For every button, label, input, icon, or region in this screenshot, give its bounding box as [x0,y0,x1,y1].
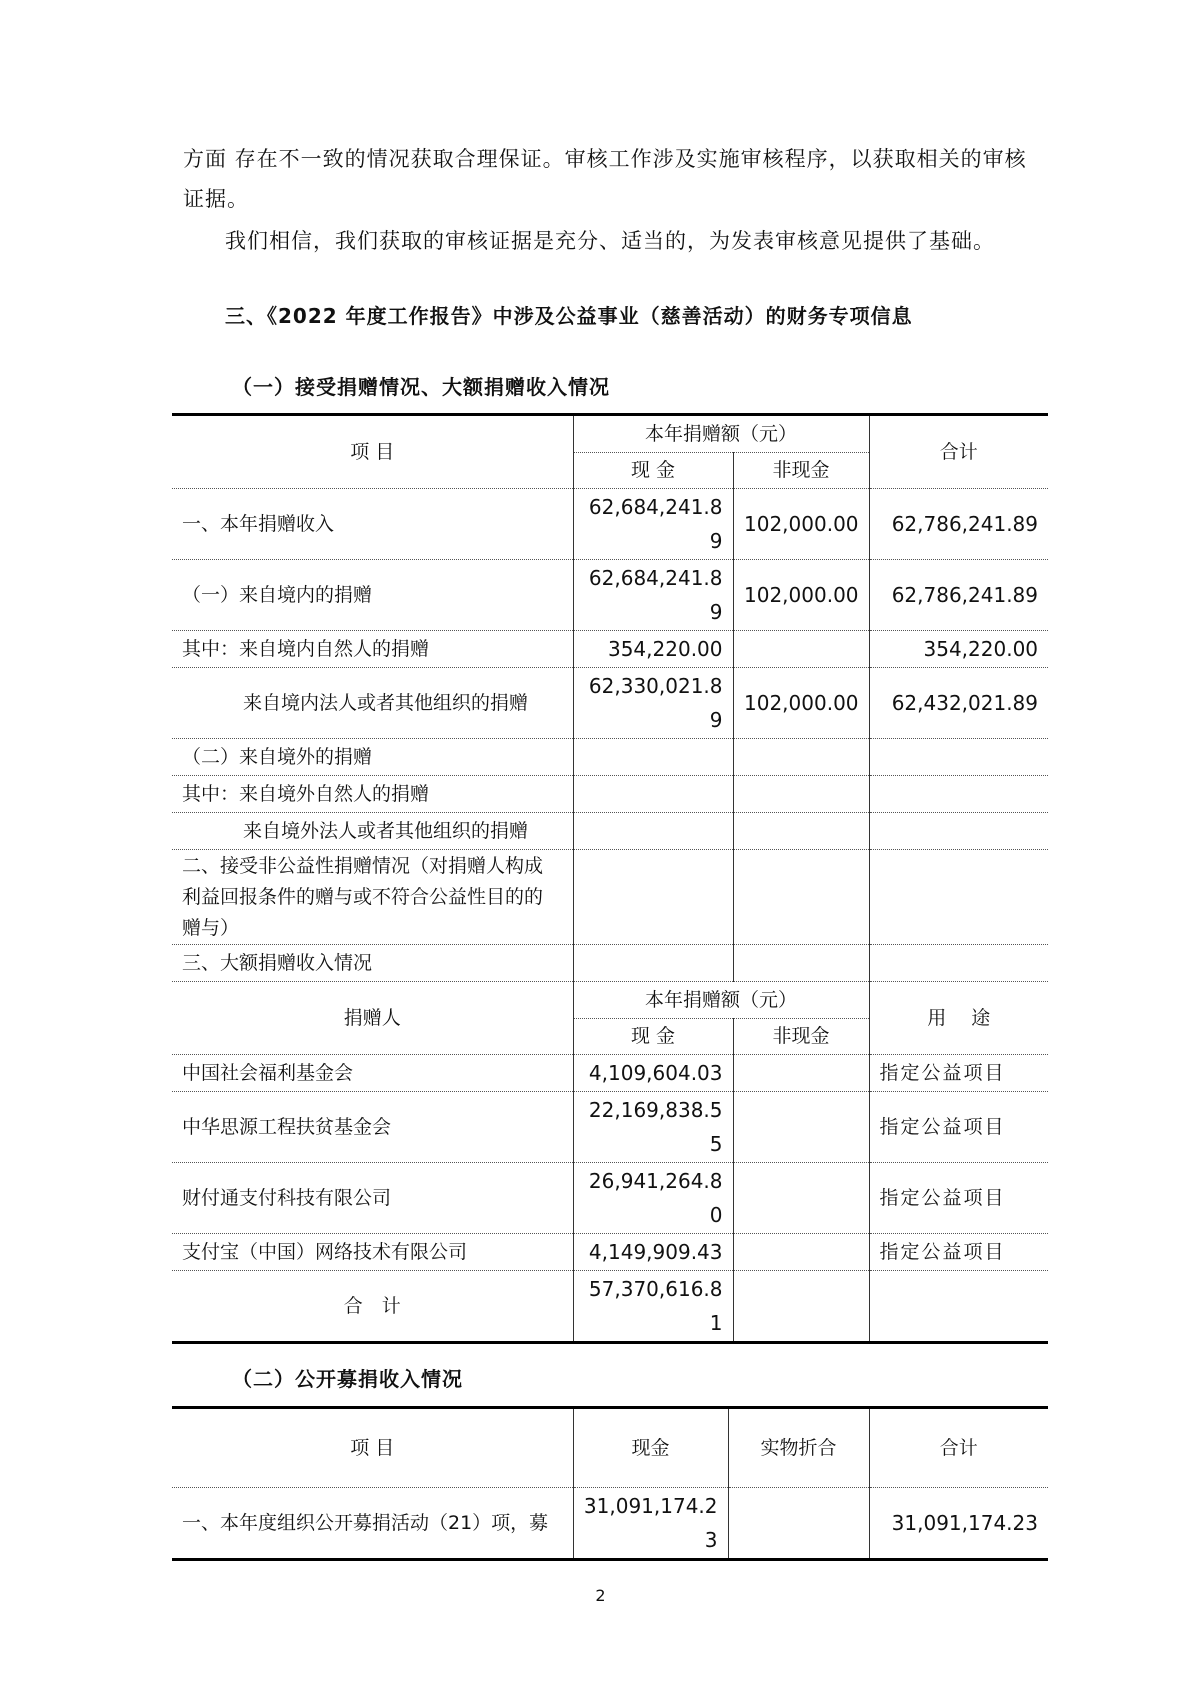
row-total: 62,432,021.89 [869,668,1048,739]
table-row [172,945,1048,982]
donor-name: 财付通支付科技有限公司 [172,1163,573,1234]
row-noncash [733,813,869,850]
row-cash: 31,091,174.23 [573,1488,728,1560]
donor-cash: 26,941,264.80 [573,1163,733,1234]
donor-cash: 4,109,604.03 [573,1055,733,1092]
donor-name: 中华思源工程扶贫基金会 [172,1092,573,1163]
donor-noncash [733,1055,869,1092]
table-row [172,850,1048,945]
table-row [172,739,1048,776]
header-donor: 捐赠人 [172,982,573,1055]
row-noncash: 102,000.00 [733,489,869,560]
sum-label: 合 计 [172,1271,573,1343]
row-total: 354,220.00 [869,631,1048,668]
donor-name: 中国社会福利基金会 [172,1055,573,1092]
donor-cash: 22,169,838.55 [573,1092,733,1163]
row-cash: 62,684,241.89 [573,489,733,560]
header-total: 合计 [869,1408,1048,1488]
header-noncash: 非现金 [733,1018,869,1055]
table-row [172,489,1048,560]
sum-row [172,1271,1048,1343]
row-cash: 62,330,021.89 [573,668,733,739]
row-label: 来自境内法人或者其他组织的捐赠 [172,668,573,739]
row-cash: 354,220.00 [573,631,733,668]
row-total [869,850,1048,945]
header-goods: 实物折合 [728,1408,869,1488]
row-noncash [733,631,869,668]
table-row [172,813,1048,850]
row-cash [573,776,733,813]
donor-row [172,1092,1048,1163]
row-label: 其中：来自境外自然人的捐赠 [172,776,573,813]
row-noncash [733,850,869,945]
table-row [172,560,1048,631]
header-total: 合计 [869,415,1048,489]
row-label: 一、本年捐赠收入 [172,489,573,560]
row-total [869,776,1048,813]
donor-row [172,1055,1048,1092]
row-noncash [733,776,869,813]
donor-use: 指定公益项目 [869,1234,1048,1271]
donor-use: 指定公益项目 [869,1092,1048,1163]
row-label: 来自境外法人或者其他组织的捐赠 [172,813,573,850]
donor-name: 支付宝（中国）网络技术有限公司 [172,1234,573,1271]
sum-noncash [733,1271,869,1343]
row-label: 其中：来自境内自然人的捐赠 [172,631,573,668]
intro-paragraph-1: 方面 存在不一致的情况获取合理保证。审核工作涉及实施审核程序，以获取相关的审核证据。 [183,147,1027,211]
subsection-2-title: （二）公开募捐收入情况 [232,1367,463,1391]
row-goods [728,1488,869,1560]
header-item: 项 目 [350,441,395,463]
header-cash: 现金 [573,1408,728,1488]
public-fundraising-table [172,1406,1048,1561]
row-label: （一）来自境内的捐赠 [172,560,573,631]
row-cash [573,945,733,982]
row-total: 31,091,174.23 [869,1488,1048,1560]
header-amount: 本年捐赠额（元） [573,982,869,1019]
row-noncash: 102,000.00 [733,560,869,631]
header-cash: 现 金 [573,1018,733,1055]
header-item: 项 目 [350,1437,395,1459]
row-label: 一、本年度组织公开募捐活动（21）项，募 [172,1488,573,1560]
donor-noncash [733,1234,869,1271]
section-3-title: 三、《2022 年度工作报告》中涉及公益事业（慈善活动）的财务专项信息 [225,304,913,328]
donor-use: 指定公益项目 [869,1055,1048,1092]
intro-paragraph-2: 我们相信，我们获取的审核证据是充分、适当的，为发表审核意见提供了基础。 [225,229,995,253]
row-total: 62,786,241.89 [869,560,1048,631]
header-amount: 本年捐赠额（元） [573,415,869,453]
row-total [869,945,1048,982]
row-cash [573,739,733,776]
sum-cash: 57,370,616.81 [573,1271,733,1343]
donor-noncash [733,1092,869,1163]
donor-row [172,1234,1048,1271]
row-noncash: 102,000.00 [733,668,869,739]
row-noncash [733,945,869,982]
header-cash: 现 金 [573,452,733,488]
table-row [172,631,1048,668]
page-number: 2 [595,1586,606,1605]
table-header-row [172,1408,1048,1488]
row-label: 二、接受非公益性捐赠情况（对捐赠人构成利益回报条件的赠与或不符合公益性目的的赠与） [172,850,573,945]
donor-header-row [172,982,1048,1019]
donor-row [172,1163,1048,1234]
table-header-row [172,415,1048,453]
table-row [172,1488,1048,1560]
donor-use: 指定公益项目 [869,1163,1048,1234]
row-total [869,813,1048,850]
header-noncash: 非现金 [733,452,869,488]
donor-cash: 4,149,909.43 [573,1234,733,1271]
sum-use [869,1271,1048,1343]
table-row [172,668,1048,739]
row-label: （二）来自境外的捐赠 [172,739,573,776]
row-cash: 62,684,241.89 [573,560,733,631]
row-label: 三、大额捐赠收入情况 [172,945,573,982]
row-total: 62,786,241.89 [869,489,1048,560]
row-cash [573,813,733,850]
header-use: 用 途 [869,982,1048,1055]
row-cash [573,850,733,945]
row-noncash [733,739,869,776]
table-row [172,776,1048,813]
row-total [869,739,1048,776]
donor-noncash [733,1163,869,1234]
donation-table [172,413,1048,1344]
subsection-1-title: （一）接受捐赠情况、大额捐赠收入情况 [232,375,610,399]
